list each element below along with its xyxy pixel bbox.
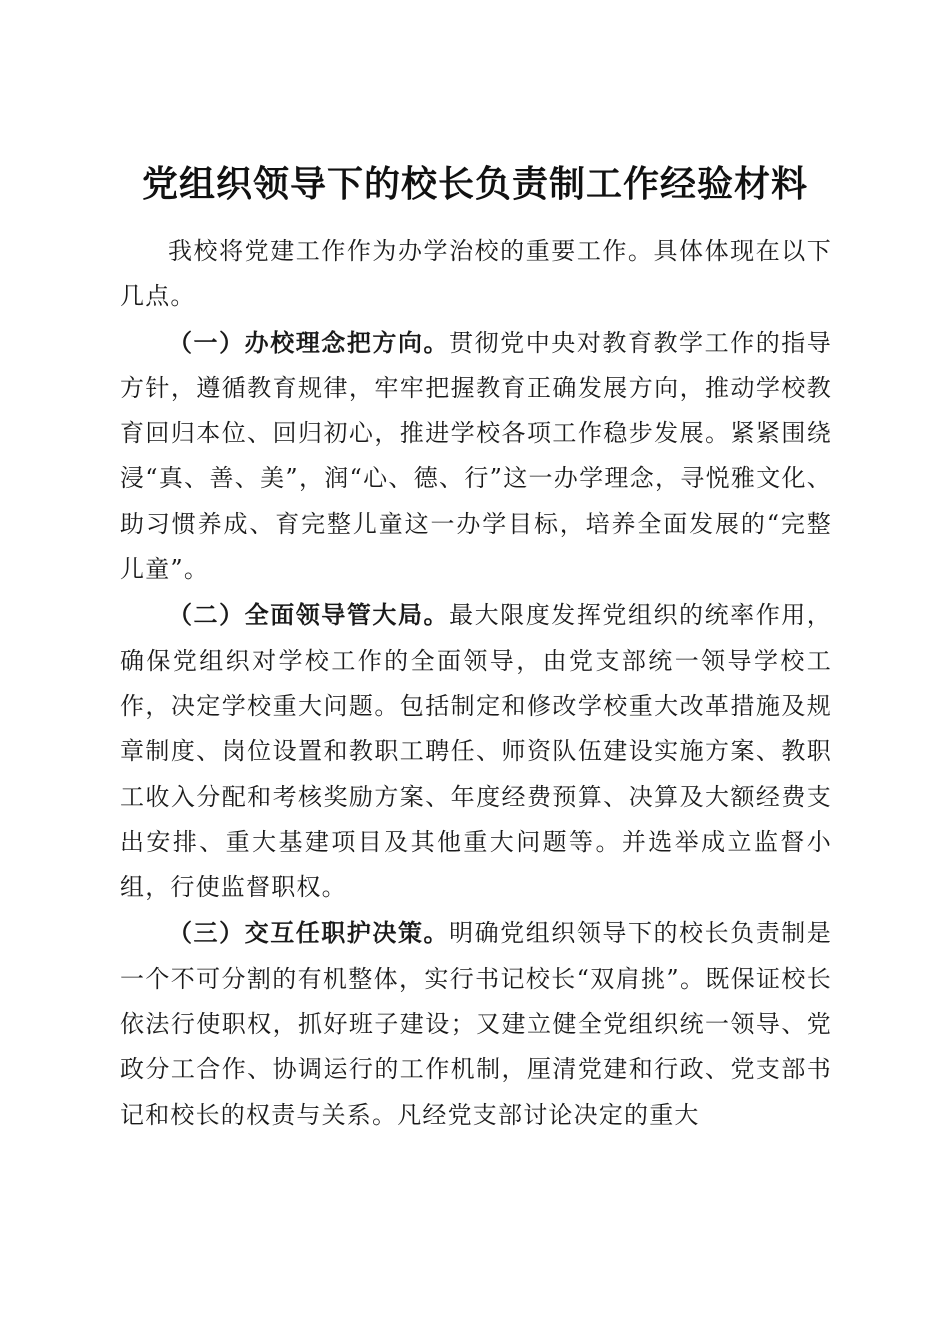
section-heading-2: （二）全面领导管大局。: [168, 600, 450, 630]
section-paragraph-3: [120, 910, 832, 1137]
section-paragraph-2: [120, 592, 832, 910]
section-text-3: 明确党组织领导下的校长负责制是一个不可分割的有机整体，实行书记校长“双肩挑”。既保证校长依法行使职权，抓好班子建设；又建立健全党组织统一领导、党政分工合作、协调运行的工作机制，厘清党建和行政、党支部书记和校长的权责与关系。凡经党支部讨论决定的重大: [120, 919, 833, 1129]
section-text-2: 最大限度发挥党组织的统率作用，确保党组织对学校工作的全面领导，由党支部统一领导学校工作，决定学校重大问题。包括制定和修改学校重大改革措施及规章制度、岗位设置和教职工聘任、师资队伍建设实施方案、教职工收入分配和考核奖励方案、年度经费预算、决算及大额经费支出安排、重大基建项目及其他重大问题等。并选举成立监督小组，行使监督职权。: [120, 601, 833, 902]
section-heading-3: （三）交互任职护决策。: [168, 918, 450, 948]
intro-paragraph: 我校将党建工作作为办学治校的重要工作。具体体现在以下几点。: [120, 237, 832, 311]
section-heading-1: （一）办校理念把方向。: [168, 327, 450, 357]
document-body: [120, 229, 832, 1138]
section-paragraph-1: [120, 320, 832, 593]
section-text-1: 贯彻党中央对教育教学工作的指导方针，遵循教育规律，牢牢把握教育正确发展方向，推动学校教育回归本位、回归初心，推进学校各项工作稳步发展。紧紧围绕浸“真、善、美”，润“心、德、行”这一办学理念，寻悦雅文化、助习惯养成、育完整儿童这一办学目标，培养全面发展的“完整儿童”。: [120, 328, 833, 584]
document-title: 党组织领导下的校长负责制工作经验材料: [141, 163, 808, 206]
